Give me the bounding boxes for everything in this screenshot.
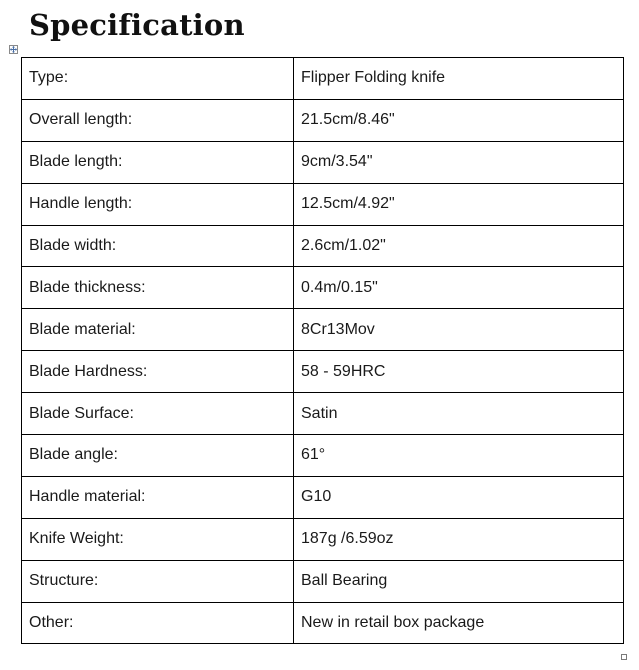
table-row bbox=[22, 435, 624, 477]
spec-label-cell: Blade thickness: bbox=[22, 267, 294, 309]
table-row bbox=[22, 183, 624, 225]
spec-value-cell: 21.5cm/8.46" bbox=[294, 99, 624, 141]
spec-value-cell: New in retail box package bbox=[294, 602, 624, 644]
spec-label-cell: Blade width: bbox=[22, 225, 294, 267]
spec-value-cell: Ball Bearing bbox=[294, 560, 624, 602]
table-row bbox=[22, 309, 624, 351]
table-row bbox=[22, 476, 624, 518]
table-row bbox=[22, 518, 624, 560]
spec-label-cell: Handle material: bbox=[22, 476, 294, 518]
table-row bbox=[22, 267, 624, 309]
spec-label-cell: Blade Surface: bbox=[22, 393, 294, 435]
spec-value-cell: 9cm/3.54" bbox=[294, 141, 624, 183]
table-resize-handle-icon[interactable] bbox=[621, 654, 627, 660]
spec-label-cell: Overall length: bbox=[22, 99, 294, 141]
table-row bbox=[22, 602, 624, 644]
table-row bbox=[22, 393, 624, 435]
spec-value-cell: 58 - 59HRC bbox=[294, 351, 624, 393]
table-row bbox=[22, 58, 624, 100]
specification-table bbox=[21, 57, 624, 644]
table-row bbox=[22, 141, 624, 183]
spec-value-cell: G10 bbox=[294, 476, 624, 518]
spec-value-cell: 0.4m/0.15" bbox=[294, 267, 624, 309]
spec-label-cell: Blade angle: bbox=[22, 435, 294, 477]
spec-label-cell: Type: bbox=[22, 58, 294, 100]
table-row bbox=[22, 99, 624, 141]
spec-value-cell: 2.6cm/1.02" bbox=[294, 225, 624, 267]
specification-table-body bbox=[22, 58, 624, 644]
spec-value-cell: 12.5cm/4.92" bbox=[294, 183, 624, 225]
table-row bbox=[22, 560, 624, 602]
spec-label-cell: Blade material: bbox=[22, 309, 294, 351]
spec-label-cell: Knife Weight: bbox=[22, 518, 294, 560]
spec-value-cell: 8Cr13Mov bbox=[294, 309, 624, 351]
spec-label-cell: Blade Hardness: bbox=[22, 351, 294, 393]
spec-label-cell: Blade length: bbox=[22, 141, 294, 183]
table-row bbox=[22, 225, 624, 267]
move-arrows-icon bbox=[10, 46, 17, 53]
spec-label-cell: Other: bbox=[22, 602, 294, 644]
table-move-handle-icon[interactable] bbox=[9, 45, 18, 54]
spec-value-cell: Flipper Folding knife bbox=[294, 58, 624, 100]
spec-value-cell: 61° bbox=[294, 435, 624, 477]
spec-label-cell: Structure: bbox=[22, 560, 294, 602]
page-title: Specification bbox=[29, 8, 245, 42]
spec-value-cell: Satin bbox=[294, 393, 624, 435]
spec-value-cell: 187g /6.59oz bbox=[294, 518, 624, 560]
spec-label-cell: Handle length: bbox=[22, 183, 294, 225]
table-row bbox=[22, 351, 624, 393]
